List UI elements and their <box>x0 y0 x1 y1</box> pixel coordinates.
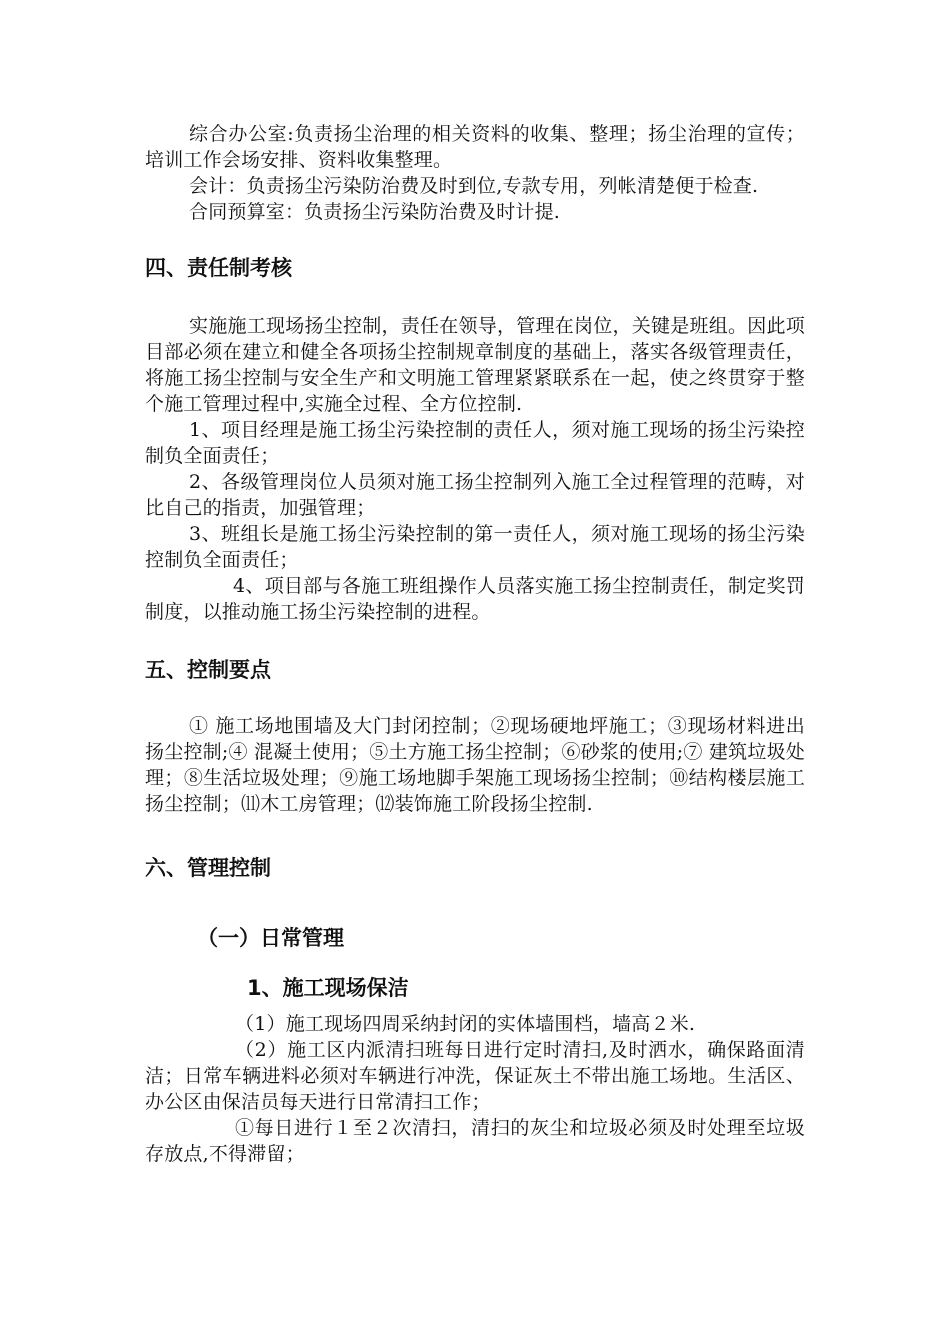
section-4-paragraph: 实施施工现场扬尘控制，责任在领导，管理在岗位，关键是班组。因此项目部必须在建立和健全各项扬尘控制规章制度的基础上，落实各级管理责任，将施工扬尘控制与安全生产和文明施工管理紧紧联系在一起，使之终贯穿于整个施工管理过程中,实施全过程、全方位控制. <box>145 315 805 415</box>
section-6-heading: 六、管理控制 <box>145 856 271 880</box>
section-4-heading: 四、责任制考核 <box>145 256 292 280</box>
intro-paragraph-budget: 合同预算室：负责扬尘污染防治费及时计提. <box>189 201 561 223</box>
subsection-site-cleaning-heading: 1、施工现场保洁 <box>247 976 409 1000</box>
section-4-item-3: 3、班组长是施工扬尘污染控制的第一责任人，须对施工现场的扬尘污染控制负全面责任； <box>145 523 805 571</box>
site-cleaning-item-1: （1）施工现场四周采纳封闭的实体墙围档，墙高２米. <box>235 1013 696 1035</box>
site-cleaning-item-2: （2）施工区内派清扫班每日进行定时清扫,及时洒水，确保路面清洁；日常车辆进料必须对车辆进行冲洗，保证灰土不带出施工场地。生活区、办公区由保洁员每天进行日常清扫工作； <box>145 1039 805 1113</box>
section-5-heading: 五、控制要点 <box>145 658 271 682</box>
subsection-daily-management-heading: （一）日常管理 <box>197 926 344 950</box>
site-cleaning-item-3: ①每日进行１至２次清扫，清扫的灰尘和垃圾必须及时处理至垃圾存放点,不得滞留； <box>145 1117 805 1165</box>
section-4-item-1: 1、项目经理是施工扬尘污染控制的责任人，须对施工现场的扬尘污染控制负全面责任； <box>145 419 805 467</box>
section-4-item-4: 4、项目部与各施工班组操作人员落实施工扬尘控制责任，制定奖罚制度，以推动施工扬尘污染控制的进程。 <box>145 575 805 623</box>
section-4-item-2: 2、各级管理岗位人员须对施工扬尘控制列入施工全过程管理的范畴，对比自己的指责，加强管理； <box>145 471 805 519</box>
intro-paragraph-accounting: 会计：负责扬尘污染防治费及时到位,专款专用，列帐清楚便于检查. <box>189 175 759 197</box>
section-5-paragraph: ① 施工场地围墙及大门封闭控制；②现场硬地坪施工；③现场材料进出扬尘控制;④ 混凝土使用；⑤土方施工扬尘控制；⑥砂浆的使用;⑦ 建筑垃圾处理；⑧生活垃圾处理；⑨施工场地脚手架施工现场扬尘控制；⑩结构楼层施工扬尘控制；⑾木工房管理；⑿装饰施工阶段扬尘控制. <box>145 715 805 815</box>
intro-paragraph-office: 综合办公室:负责扬尘治理的相关资料的收集、整理；扬尘治理的宣传；培训工作会场安排、资料收集整理。 <box>145 123 805 171</box>
document-page <box>145 118 805 1167</box>
